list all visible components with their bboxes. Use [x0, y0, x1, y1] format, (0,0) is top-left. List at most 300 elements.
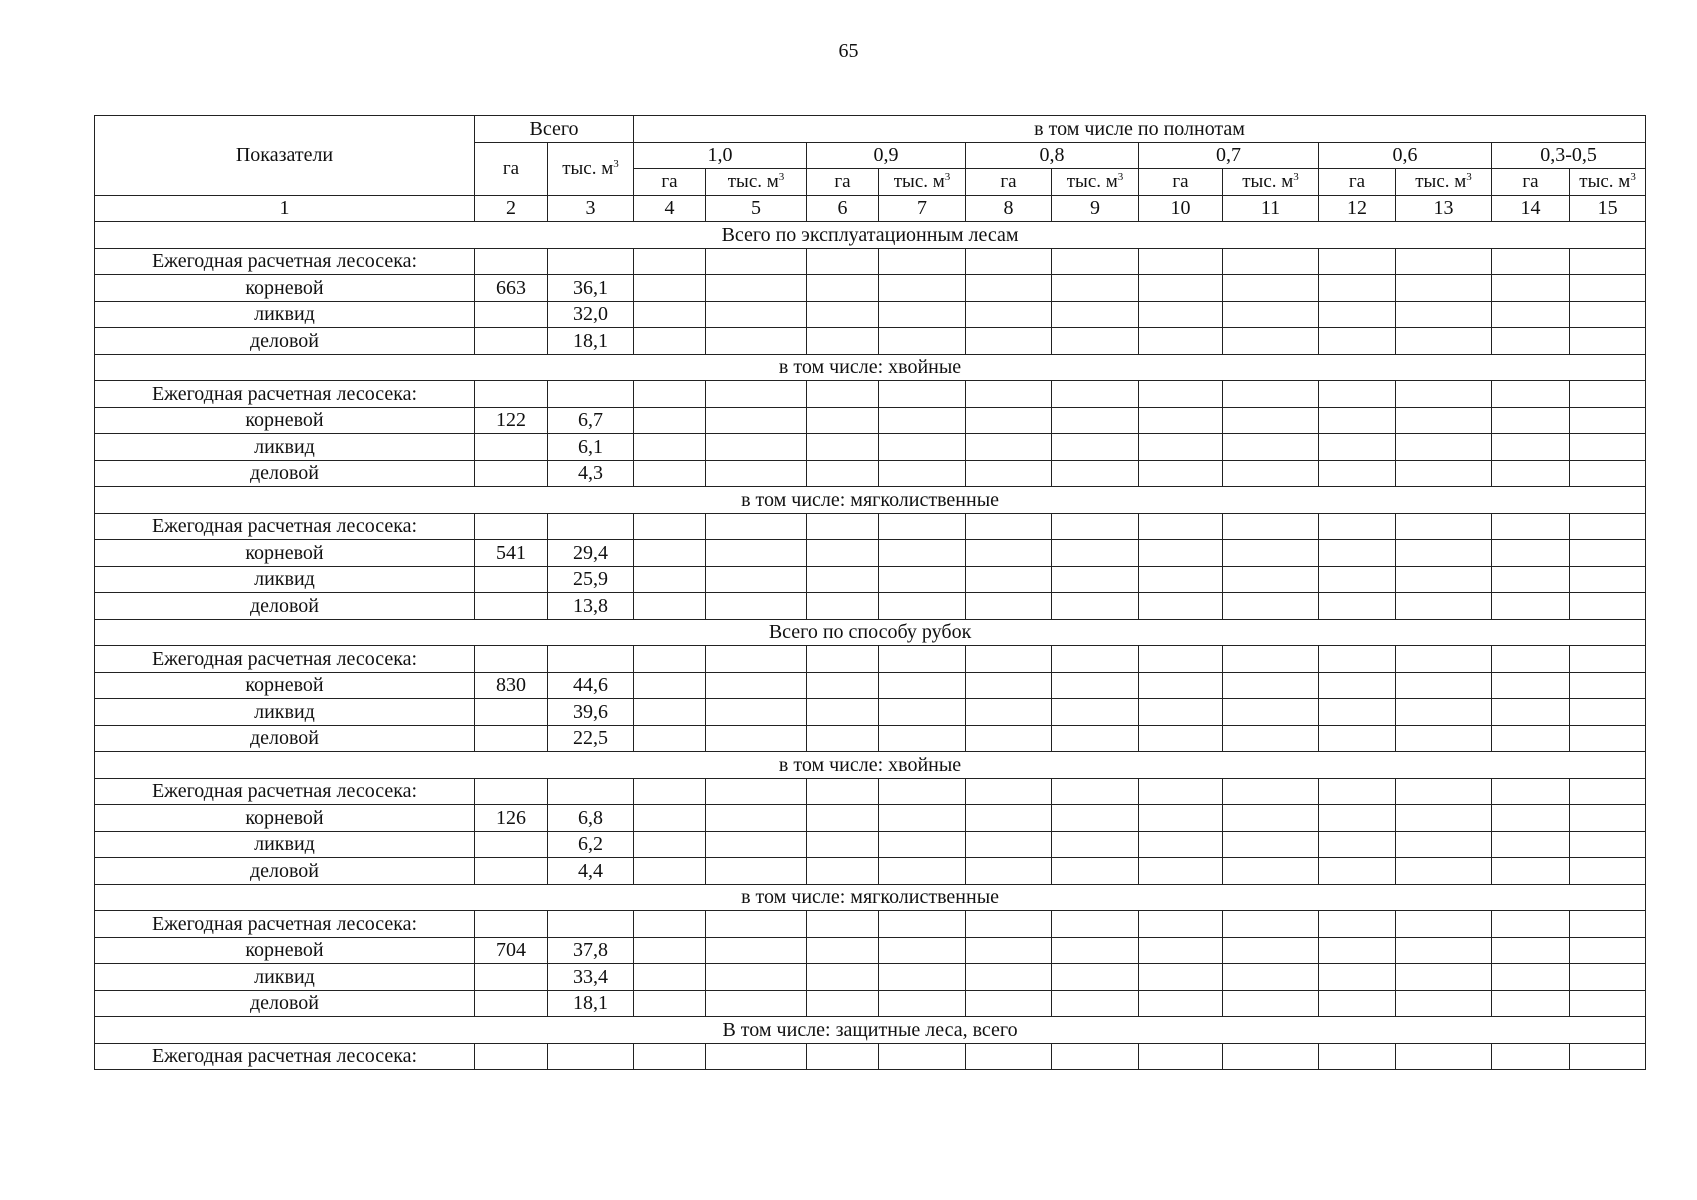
density-cell — [1396, 778, 1492, 805]
density-cell — [807, 248, 879, 275]
density-cell — [1492, 540, 1570, 567]
density-cell — [966, 858, 1052, 885]
density-cell — [1570, 646, 1646, 673]
density-cell — [1396, 1043, 1492, 1070]
density-cell — [1319, 778, 1396, 805]
density-cell — [1492, 328, 1570, 355]
density-cell — [1319, 328, 1396, 355]
total-volume-cell — [548, 1043, 634, 1070]
total-ha-cell: 704 — [475, 937, 548, 964]
table-row — [95, 275, 1646, 302]
density-cell — [1223, 964, 1319, 991]
density-cell — [634, 858, 706, 885]
density-cell — [1223, 434, 1319, 461]
density-cell — [1223, 831, 1319, 858]
total-volume-cell: 4,3 — [548, 460, 634, 487]
density-cell — [1319, 725, 1396, 752]
table-body — [95, 222, 1646, 1070]
density-cell — [966, 328, 1052, 355]
density-cell — [706, 672, 807, 699]
density-cell — [1223, 911, 1319, 938]
total-volume-cell: 18,1 — [548, 990, 634, 1017]
density-cell — [966, 593, 1052, 620]
total-ha-cell: 663 — [475, 275, 548, 302]
column-number: 3 — [548, 195, 634, 222]
density-cell — [706, 831, 807, 858]
density-cell — [879, 540, 966, 567]
section-row — [95, 619, 1646, 646]
table-row — [95, 805, 1646, 832]
density-cell — [1492, 937, 1570, 964]
density-cell — [966, 434, 1052, 461]
density-cell — [1319, 1043, 1396, 1070]
density-cell — [1570, 937, 1646, 964]
density-cell — [1492, 593, 1570, 620]
density-cell — [1139, 964, 1223, 991]
density-cell — [1139, 381, 1223, 408]
total-ha-cell — [475, 566, 548, 593]
density-cell — [966, 407, 1052, 434]
row-label: Ежегодная расчетная лесосека: — [95, 248, 475, 275]
density-cell — [807, 911, 879, 938]
density-header: 1,0 — [634, 142, 807, 169]
density-cell — [1396, 513, 1492, 540]
total-ha-cell — [475, 699, 548, 726]
density-cell — [1570, 566, 1646, 593]
density-cell — [634, 699, 706, 726]
density-cell — [807, 460, 879, 487]
row-label: ликвид — [95, 964, 475, 991]
density-cell — [1052, 248, 1139, 275]
row-label: Ежегодная расчетная лесосека: — [95, 646, 475, 673]
total-ha-cell — [475, 858, 548, 885]
density-cell — [634, 831, 706, 858]
density-cell — [879, 593, 966, 620]
column-number: 8 — [966, 195, 1052, 222]
row-label: деловой — [95, 858, 475, 885]
table-row — [95, 1043, 1646, 1070]
row-label: Ежегодная расчетная лесосека: — [95, 381, 475, 408]
density-cell — [634, 990, 706, 1017]
density-cell — [879, 937, 966, 964]
density-cell — [1139, 937, 1223, 964]
density-cell — [879, 566, 966, 593]
density-cell — [1492, 911, 1570, 938]
density-cell — [966, 248, 1052, 275]
density-cell — [807, 725, 879, 752]
density-cell — [1570, 540, 1646, 567]
density-cell — [879, 778, 966, 805]
total-volume-cell: 25,9 — [548, 566, 634, 593]
density-cell — [1396, 381, 1492, 408]
density-cell — [634, 911, 706, 938]
density-cell — [1396, 858, 1492, 885]
table-row — [95, 460, 1646, 487]
table-row — [95, 593, 1646, 620]
section-title: В том числе: защитные леса, всего — [95, 1017, 1646, 1044]
section-title: в том числе: мягколиственные — [95, 884, 1646, 911]
density-cell — [1396, 540, 1492, 567]
density-cell — [706, 328, 807, 355]
density-cell — [966, 805, 1052, 832]
section-row — [95, 1017, 1646, 1044]
density-cell — [1139, 805, 1223, 832]
density-cell — [807, 778, 879, 805]
density-cell — [1139, 911, 1223, 938]
density-header: 0,6 — [1319, 142, 1492, 169]
total-volume-cell: 22,5 — [548, 725, 634, 752]
column-number: 7 — [879, 195, 966, 222]
density-cell — [879, 725, 966, 752]
density-cell — [1570, 805, 1646, 832]
density-cell — [966, 990, 1052, 1017]
density-cell — [1570, 301, 1646, 328]
density-cell — [807, 328, 879, 355]
density-cell — [1139, 1043, 1223, 1070]
row-label: Ежегодная расчетная лесосека: — [95, 513, 475, 540]
density-cell — [1492, 248, 1570, 275]
density-cell — [1492, 407, 1570, 434]
total-volume-cell: 37,8 — [548, 937, 634, 964]
row-label: деловой — [95, 725, 475, 752]
section-title: Всего по способу рубок — [95, 619, 1646, 646]
density-cell — [706, 646, 807, 673]
density-cell — [1052, 1043, 1139, 1070]
density-cell — [807, 672, 879, 699]
density-cell — [879, 831, 966, 858]
column-numbers-row — [95, 195, 1646, 222]
density-cell — [1223, 566, 1319, 593]
density-cell — [1223, 301, 1319, 328]
column-number: 1 — [95, 195, 475, 222]
table-row — [95, 831, 1646, 858]
density-cell — [966, 725, 1052, 752]
density-cell — [1396, 725, 1492, 752]
total-ha-cell — [475, 911, 548, 938]
density-cell — [879, 699, 966, 726]
density-cell — [1570, 407, 1646, 434]
density-cell — [1570, 593, 1646, 620]
density-cell — [1319, 460, 1396, 487]
density-cell — [1139, 460, 1223, 487]
density-cell — [1396, 937, 1492, 964]
density-cell — [1319, 990, 1396, 1017]
column-number: 9 — [1052, 195, 1139, 222]
total-volume-cell: 18,1 — [548, 328, 634, 355]
row-label: Ежегодная расчетная лесосека: — [95, 911, 475, 938]
density-cell — [634, 778, 706, 805]
table-row — [95, 248, 1646, 275]
density-cell — [1223, 593, 1319, 620]
density-cell — [634, 275, 706, 302]
total-volume-cell: 36,1 — [548, 275, 634, 302]
density-cell — [706, 964, 807, 991]
density-cell — [1139, 540, 1223, 567]
density-volume-header: тыс. $м^3$ — [1052, 169, 1139, 196]
density-cell — [1492, 964, 1570, 991]
density-cell — [807, 566, 879, 593]
density-cell — [1223, 858, 1319, 885]
section-title: в том числе: хвойные — [95, 354, 1646, 381]
density-cell — [807, 937, 879, 964]
density-cell — [1139, 434, 1223, 461]
density-cell — [1052, 990, 1139, 1017]
density-cell — [1492, 513, 1570, 540]
density-cell — [1052, 831, 1139, 858]
density-cell — [706, 699, 807, 726]
density-cell — [966, 540, 1052, 567]
density-cell — [1319, 275, 1396, 302]
total-volume-cell: 6,2 — [548, 831, 634, 858]
density-cell — [1139, 778, 1223, 805]
row-label: ликвид — [95, 566, 475, 593]
density-cell — [966, 699, 1052, 726]
density-cell — [706, 460, 807, 487]
forest-indicators-table — [94, 115, 1646, 1070]
density-cell — [807, 646, 879, 673]
density-cell — [1223, 990, 1319, 1017]
density-cell — [1396, 275, 1492, 302]
density-cell — [706, 937, 807, 964]
table-header — [95, 116, 1646, 222]
density-cell — [1139, 328, 1223, 355]
density-cell — [634, 805, 706, 832]
density-cell — [1570, 964, 1646, 991]
density-cell — [1492, 990, 1570, 1017]
density-cell — [807, 513, 879, 540]
density-ha-header: га — [1492, 169, 1570, 196]
density-group-header: в том числе по полнотам — [634, 116, 1646, 143]
density-cell — [634, 460, 706, 487]
density-cell — [1052, 381, 1139, 408]
total-volume-cell — [548, 646, 634, 673]
total-volume-cell: 32,0 — [548, 301, 634, 328]
row-label: Ежегодная расчетная лесосека: — [95, 1043, 475, 1070]
density-cell — [807, 831, 879, 858]
density-cell — [1319, 434, 1396, 461]
density-cell — [807, 990, 879, 1017]
density-cell — [966, 831, 1052, 858]
density-cell — [966, 1043, 1052, 1070]
density-cell — [1570, 434, 1646, 461]
column-number: 10 — [1139, 195, 1223, 222]
density-cell — [1396, 911, 1492, 938]
density-cell — [879, 858, 966, 885]
density-cell — [1052, 434, 1139, 461]
total-volume-cell — [548, 381, 634, 408]
density-ha-header: га — [966, 169, 1052, 196]
density-cell — [634, 646, 706, 673]
column-number: 11 — [1223, 195, 1319, 222]
density-cell — [1396, 301, 1492, 328]
total-ha-cell — [475, 831, 548, 858]
density-cell — [706, 566, 807, 593]
column-number: 14 — [1492, 195, 1570, 222]
density-cell — [1570, 381, 1646, 408]
total-volume-header: тыс. $м^3$ — [548, 142, 634, 195]
row-label: ликвид — [95, 831, 475, 858]
density-cell — [1052, 725, 1139, 752]
density-cell — [1139, 672, 1223, 699]
density-cell — [1139, 725, 1223, 752]
density-ha-header: га — [807, 169, 879, 196]
density-cell — [1052, 301, 1139, 328]
density-cell — [1319, 672, 1396, 699]
density-cell — [1492, 434, 1570, 461]
density-cell — [634, 328, 706, 355]
density-cell — [706, 990, 807, 1017]
density-cell — [1052, 460, 1139, 487]
density-cell — [1570, 831, 1646, 858]
density-cell — [1570, 1043, 1646, 1070]
density-cell — [1139, 407, 1223, 434]
density-header: 0,8 — [966, 142, 1139, 169]
density-cell — [1223, 699, 1319, 726]
density-cell — [1052, 911, 1139, 938]
density-volume-header: тыс. $м^3$ — [706, 169, 807, 196]
density-cell — [1223, 407, 1319, 434]
density-cell — [634, 725, 706, 752]
total-volume-cell: 6,8 — [548, 805, 634, 832]
density-cell — [1319, 964, 1396, 991]
density-cell — [1052, 540, 1139, 567]
density-cell — [807, 275, 879, 302]
column-number: 5 — [706, 195, 807, 222]
total-ha-header: га — [475, 142, 548, 195]
density-cell — [1396, 699, 1492, 726]
density-cell — [1223, 275, 1319, 302]
density-cell — [1319, 381, 1396, 408]
density-cell — [966, 566, 1052, 593]
density-cell — [1052, 672, 1139, 699]
density-cell — [966, 937, 1052, 964]
density-cell — [1223, 937, 1319, 964]
density-header: 0,9 — [807, 142, 966, 169]
density-cell — [879, 407, 966, 434]
density-cell — [1052, 407, 1139, 434]
table-row — [95, 964, 1646, 991]
density-cell — [966, 381, 1052, 408]
density-cell — [966, 301, 1052, 328]
total-ha-cell — [475, 1043, 548, 1070]
density-cell — [966, 513, 1052, 540]
density-cell — [1223, 805, 1319, 832]
density-cell — [1223, 778, 1319, 805]
table-row — [95, 699, 1646, 726]
row-label: ликвид — [95, 699, 475, 726]
table-row — [95, 725, 1646, 752]
density-cell — [1396, 434, 1492, 461]
density-cell — [879, 672, 966, 699]
density-cell — [807, 858, 879, 885]
page-number: 65 — [838, 40, 859, 62]
density-cell — [1223, 460, 1319, 487]
total-ha-cell — [475, 646, 548, 673]
table-row — [95, 778, 1646, 805]
table-row — [95, 566, 1646, 593]
density-cell — [1052, 328, 1139, 355]
section-title: в том числе: мягколиственные — [95, 487, 1646, 514]
total-ha-cell: 541 — [475, 540, 548, 567]
density-cell — [1570, 460, 1646, 487]
density-header: 0,7 — [1139, 142, 1319, 169]
row-label: корневой — [95, 540, 475, 567]
density-cell — [879, 248, 966, 275]
density-header: 0,3-0,5 — [1492, 142, 1646, 169]
row-label: корневой — [95, 805, 475, 832]
density-cell — [1396, 990, 1492, 1017]
total-volume-cell: 44,6 — [548, 672, 634, 699]
density-ha-header: га — [1139, 169, 1223, 196]
total-ha-cell: 126 — [475, 805, 548, 832]
density-cell — [1319, 540, 1396, 567]
density-cell — [1492, 301, 1570, 328]
table-row — [95, 328, 1646, 355]
density-cell — [1396, 248, 1492, 275]
density-cell — [1052, 566, 1139, 593]
total-volume-cell — [548, 248, 634, 275]
density-cell — [1492, 275, 1570, 302]
density-cell — [706, 434, 807, 461]
density-ha-header: га — [1319, 169, 1396, 196]
density-cell — [706, 275, 807, 302]
density-cell — [1570, 911, 1646, 938]
table-row — [95, 407, 1646, 434]
density-cell — [1139, 513, 1223, 540]
table-row — [95, 381, 1646, 408]
total-ha-cell — [475, 301, 548, 328]
total-volume-cell — [548, 778, 634, 805]
density-cell — [1396, 646, 1492, 673]
density-cell — [1492, 646, 1570, 673]
density-cell — [1319, 805, 1396, 832]
density-cell — [1052, 805, 1139, 832]
density-cell — [1570, 328, 1646, 355]
density-cell — [1223, 1043, 1319, 1070]
density-cell — [879, 646, 966, 673]
density-cell — [634, 248, 706, 275]
density-cell — [634, 407, 706, 434]
density-cell — [634, 434, 706, 461]
density-cell — [1319, 248, 1396, 275]
column-number: 13 — [1396, 195, 1492, 222]
density-cell — [807, 407, 879, 434]
total-volume-cell: 4,4 — [548, 858, 634, 885]
row-label: деловой — [95, 328, 475, 355]
density-cell — [1052, 964, 1139, 991]
total-ha-cell — [475, 964, 548, 991]
density-cell — [1052, 778, 1139, 805]
density-cell — [1570, 672, 1646, 699]
table-row — [95, 858, 1646, 885]
density-cell — [1223, 725, 1319, 752]
total-ha-cell: 122 — [475, 407, 548, 434]
density-cell — [1223, 328, 1319, 355]
density-cell — [807, 593, 879, 620]
density-cell — [1396, 964, 1492, 991]
density-cell — [1396, 566, 1492, 593]
total-ha-cell — [475, 778, 548, 805]
density-cell — [1570, 248, 1646, 275]
total-ha-cell — [475, 460, 548, 487]
density-cell — [634, 1043, 706, 1070]
density-cell — [1396, 593, 1492, 620]
total-volume-cell: 6,1 — [548, 434, 634, 461]
total-volume-cell — [548, 911, 634, 938]
table-row — [95, 513, 1646, 540]
density-cell — [706, 911, 807, 938]
table-row — [95, 540, 1646, 567]
